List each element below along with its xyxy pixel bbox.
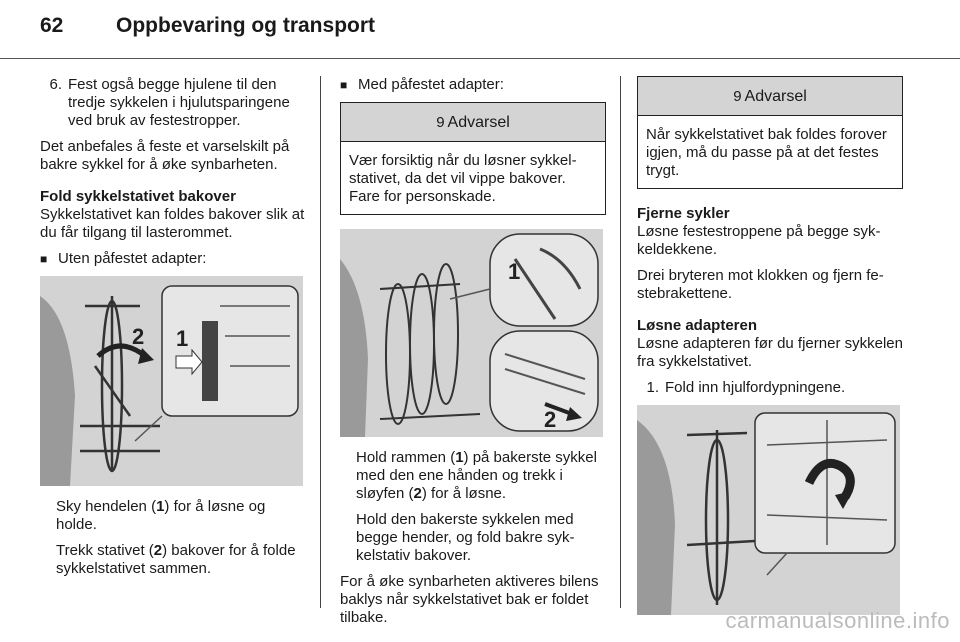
bullet-mark: ■ [340, 78, 348, 92]
warning-title-text: Advarsel [744, 88, 807, 105]
figure-label-1: 1 [176, 326, 189, 351]
step-lever [56, 498, 306, 534]
list-text: Fold inn hjulfordypningene. [665, 379, 846, 396]
bullet-no-adapter [40, 250, 306, 268]
page-number: 62 [40, 14, 64, 37]
column-3 [637, 76, 903, 615]
bullet-text: Uten påfestet adapter: [58, 250, 207, 267]
steps-no-adapter [40, 498, 306, 578]
paragraph-fold: Sykkelstativet kan foldes bakover slik at du får tilgang til lasterommet. [40, 206, 305, 241]
warning-body: Vær forsiktig når du løsner sykkelstativet, da det vil vippe bakover. Fare for personskade. [349, 152, 577, 205]
list-number: 6. [49, 76, 62, 93]
warning-title-text: Advarsel [447, 114, 510, 131]
step-text: Sky hendelen ( [56, 498, 157, 515]
step-text: ) for å løsne. [421, 485, 507, 502]
figure-label-2: 2 [132, 324, 145, 349]
paragraph-remove: Løsne festestroppene på begge sykkeldekkene. [637, 223, 881, 258]
paragraph-warning-sign: Det anbefales å feste et varselskilt på bakre sykkel for å øke synbarheten. [40, 138, 290, 173]
paragraph-backlight: For å øke synbarheten aktiveres bilens baklys når sykkelstativet bak er foldet tilbake. [340, 573, 599, 626]
step-text: Trekk stativet ( [56, 542, 154, 559]
figure-label-2: 2 [544, 407, 557, 432]
column-2 [340, 76, 606, 635]
warning-title [638, 77, 902, 116]
step-text: ) bakover for å folde sykkelstativet sammen. [56, 542, 296, 577]
step-text: Hold rammen ( [356, 449, 456, 466]
step-ref: 1 [156, 498, 165, 515]
step-text: ) på bakerste sykkel med den ene hånden og trekk i sløyfen ( [356, 449, 597, 502]
illustration-bike-rack [40, 276, 303, 486]
warning-body: Når sykkelstativet bak foldes forover igjen, må du passe på at det festes trygt. [646, 126, 887, 179]
warning-box [637, 76, 903, 189]
illustration-wheel-recess [637, 405, 900, 615]
bullet-mark: ■ [40, 252, 48, 266]
step-ref: 1 [455, 449, 464, 466]
step-ref: 2 [153, 542, 163, 559]
list-text: Fest også begge hjulene til den tredje sykkelen i hjulutsparingene ved bruk av festestropper. [68, 76, 290, 129]
paragraph-remove-2: Drei bryteren mot klokken og fjern festebrakettene. [637, 267, 884, 302]
steps-with-adapter [340, 449, 606, 565]
figure-fold-wheel-recess [637, 405, 900, 615]
figure-fold-no-adapter [40, 276, 303, 486]
page-title: Oppbevaring og transport [116, 14, 376, 37]
warning-icon: 9 [436, 114, 445, 131]
paragraph-adapter: Løsne adapteren før du fjerner sykkelen fra sykkelstativet. [637, 335, 903, 370]
step-pull [56, 542, 306, 578]
list-item-1 [637, 379, 903, 397]
watermark: carmanualsonline.info [725, 608, 950, 633]
warning-icon: 9 [733, 88, 742, 105]
list-item-6 [40, 76, 306, 130]
heading-fold: Fold sykkelstativet bakover [40, 188, 236, 205]
step-ref: 2 [413, 485, 422, 502]
step-fold-back: Hold den bakerste sykkelen med begge hender, og fold bakre sykkelstativ bakover. [356, 511, 575, 564]
bullet-text: Med påfestet adapter: [358, 76, 504, 93]
column-divider [320, 76, 321, 608]
page-header [40, 14, 375, 38]
step-hold-frame [356, 449, 606, 503]
column-1 [40, 76, 306, 586]
list-number: 1. [646, 379, 659, 396]
figure-fold-with-adapter [340, 229, 603, 437]
warning-box [340, 102, 606, 215]
step-text: ) for å løsne og holde. [56, 498, 266, 533]
bullet-with-adapter [340, 76, 606, 94]
illustration-bike-rack-adapter [340, 229, 603, 437]
column-divider [620, 76, 621, 608]
header-rule [0, 58, 960, 59]
warning-title [341, 103, 605, 142]
figure-label-1: 1 [508, 259, 521, 284]
heading-adapter: Løsne adapteren [637, 317, 758, 334]
heading-remove-bikes: Fjerne sykler [637, 205, 730, 222]
